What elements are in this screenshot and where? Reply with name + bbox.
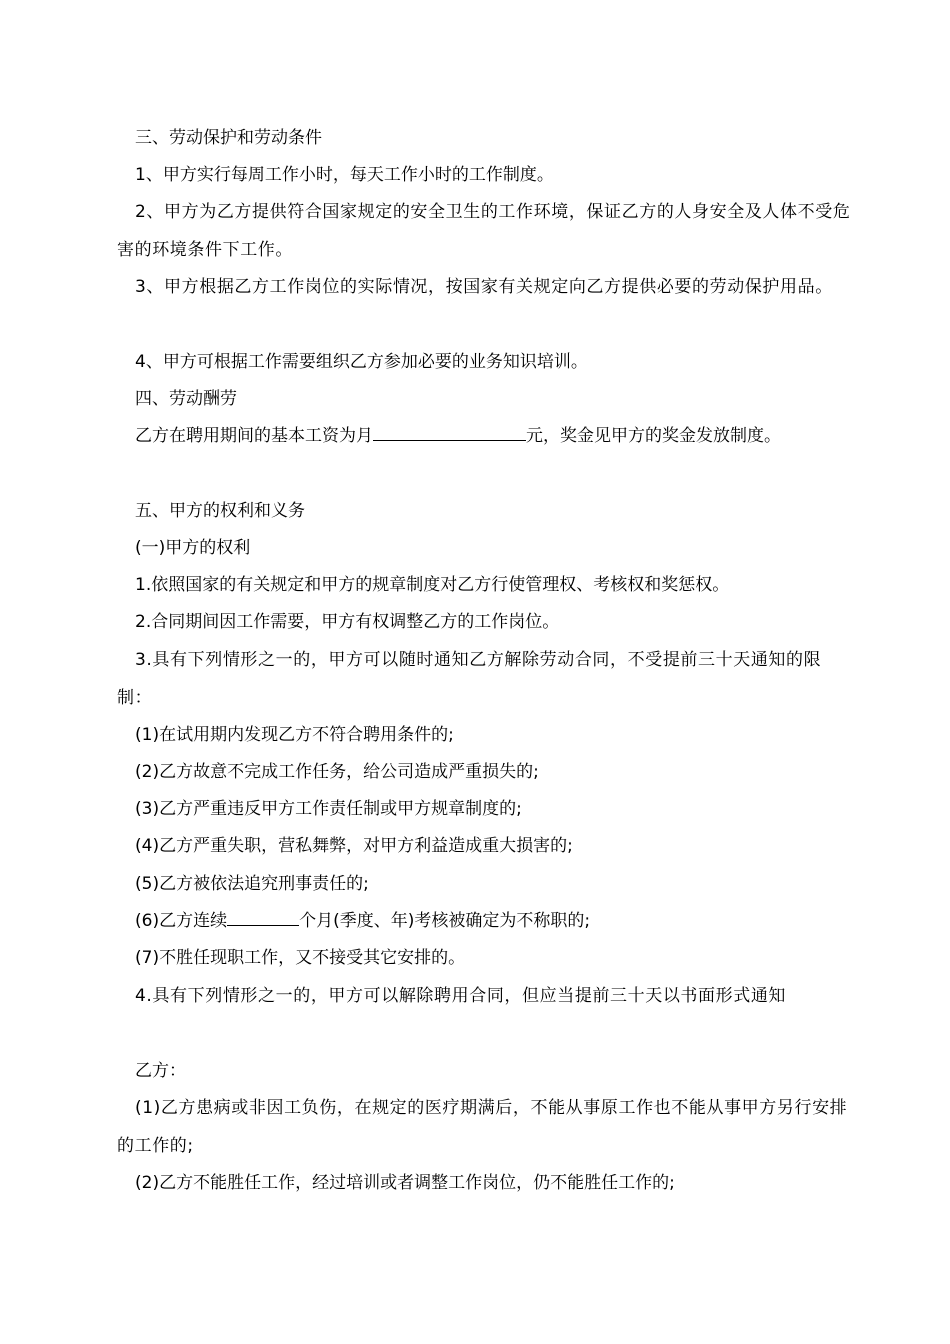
- right3-item-5: (5)乙方被依法追究刑事责任的;: [135, 874, 369, 894]
- right4-item-1: (1)乙方患病或非因工负伤，在规定的医疗期满后，不能从事原工作也不能从事甲方另行安排的工作的;: [117, 1098, 848, 1156]
- right-1: 1.依照国家的有关规定和甲方的规章制度对乙方行使管理权、考核权和奖惩权。: [135, 575, 730, 595]
- item6-prefix: (6)乙方连续: [135, 911, 228, 931]
- salary-suffix: 元，奖金见甲方的奖金发放制度。: [526, 426, 781, 446]
- right4-party: 乙方：: [135, 1061, 186, 1081]
- salary-blank: [373, 420, 526, 441]
- item6-suffix: 个月(季度、年)考核被确定为不称职的;: [299, 911, 591, 931]
- section5-heading: 五、甲方的权利和义务: [135, 501, 305, 521]
- section3-item-3: 3、甲方根据乙方工作岗位的实际情况，按国家有关规定向乙方提供必要的劳动保护用品。: [135, 277, 833, 297]
- section3-heading: 三、劳动保护和劳动条件: [135, 128, 322, 148]
- right3-item-1: (1)在试用期内发现乙方不符合聘用条件的;: [135, 725, 454, 745]
- right3-item-3: (3)乙方严重违反甲方工作责任制或甲方规章制度的;: [135, 799, 522, 819]
- right3-item-4: (4)乙方严重失职，营私舞弊，对甲方利益造成重大损害的;: [135, 836, 573, 856]
- right-3: 3.具有下列情形之一的，甲方可以随时通知乙方解除劳动合同，不受提前三十天通知的限制：: [117, 650, 822, 708]
- section3-item-1: 1、甲方实行每周工作小时，每天工作小时的工作制度。: [135, 165, 554, 185]
- section3-item-4: 4、甲方可根据工作需要组织乙方参加必要的业务知识培训。: [135, 352, 588, 372]
- right3-item-7: (7)不胜任现职工作，又不接受其它安排的。: [135, 948, 466, 968]
- right-4: 4.具有下列情形之一的，甲方可以解除聘用合同，但应当提前三十天以书面形式通知: [135, 986, 787, 1006]
- right-2: 2.合同期间因工作需要，甲方有权调整乙方的工作岗位。: [135, 612, 560, 632]
- section3-item-2: 2、甲方为乙方提供符合国家规定的安全卫生的工作环境，保证乙方的人身安全及人体不受危害的环境条件下工作。: [117, 202, 851, 260]
- salary-prefix: 乙方在聘用期间的基本工资为月: [135, 426, 373, 446]
- right4-item-2: (2)乙方不能胜任工作，经过培训或者调整工作岗位，仍不能胜任工作的;: [135, 1173, 675, 1193]
- right3-item-2: (2)乙方故意不完成工作任务，给公司造成严重损失的;: [135, 762, 539, 782]
- months-blank: [227, 905, 299, 926]
- section5-subheading: (一)甲方的权利: [135, 538, 251, 558]
- section4-heading: 四、劳动酬劳: [135, 389, 237, 409]
- salary-line: [117, 418, 870, 456]
- right3-item-6: [117, 903, 870, 941]
